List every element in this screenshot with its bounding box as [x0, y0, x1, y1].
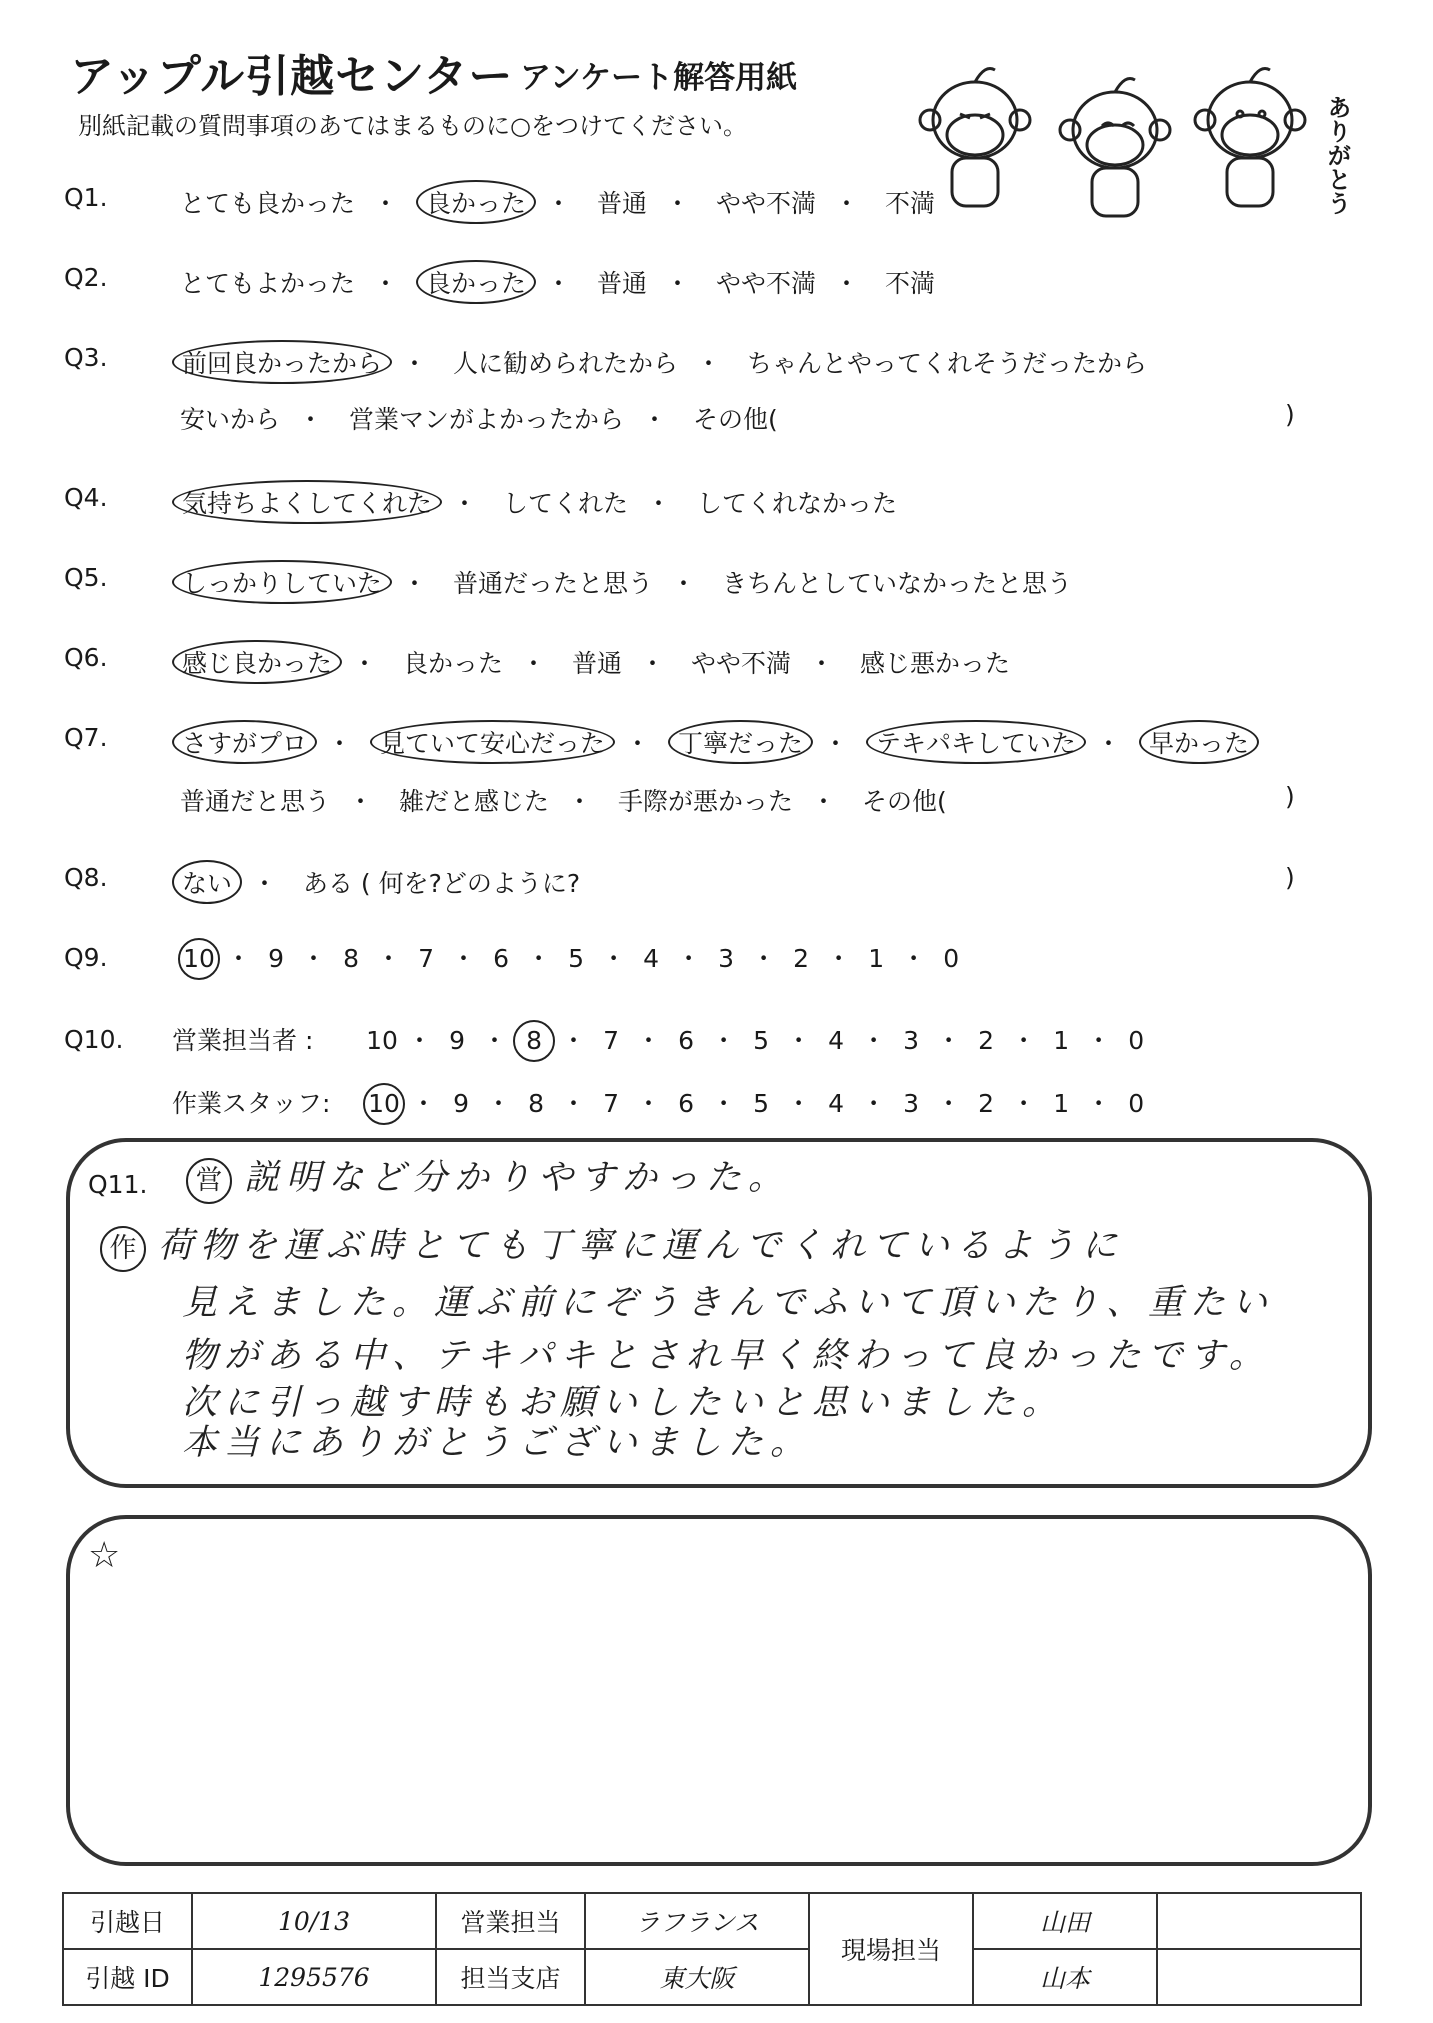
q8-label: Q8. [64, 863, 108, 892]
q3-options-row2: 安いから ・ 営業マンがよかったから ・ その他( [172, 398, 786, 438]
q6-option[interactable]: 普通 [571, 649, 622, 678]
site-rep-value-1: 山田 [973, 1893, 1157, 1949]
q2-label: Q2. [64, 263, 108, 292]
q1-option[interactable]: やや不満 [715, 189, 816, 218]
q1-option[interactable]: 不満 [884, 189, 935, 218]
work-mark: 作 [100, 1226, 146, 1272]
q3-option-selected[interactable]: 前回良かったから [172, 340, 392, 384]
q10-sales-label: 営業担当者 : [172, 1026, 314, 1055]
q5-option[interactable]: 普通だったと思う [452, 569, 653, 598]
q10-staff-score[interactable]: 3 [903, 1089, 920, 1118]
q2-option[interactable]: 普通 [596, 269, 647, 298]
q7-option-selected[interactable]: 丁寧だった [668, 720, 813, 764]
q3-option[interactable]: 営業マンがよかったから [348, 405, 624, 434]
q4-option-selected[interactable]: 気持ちよくしてくれた [172, 480, 442, 524]
star-comment-box[interactable] [66, 1515, 1372, 1866]
q4-label: Q4. [64, 483, 108, 512]
q9-score[interactable]: 2 [793, 944, 810, 973]
q7-option[interactable]: 普通だと思う [180, 787, 331, 816]
star-icon: ☆ [88, 1535, 121, 1576]
sales-rep-value: ラフランス [585, 1893, 809, 1949]
move-date-value: 10/13 [192, 1893, 436, 1949]
q3-option[interactable]: ちゃんとやってくれそうだったから [746, 349, 1147, 378]
q10-staff-score-selected[interactable]: 10 [363, 1083, 405, 1125]
q7-option[interactable]: 手際が悪かった [617, 787, 793, 816]
q6-options: 感じ良かった ・ 良かった ・ 普通 ・ やや不満 ・ 感じ悪かった [172, 640, 1018, 684]
q7-close-paren: ) [1285, 782, 1295, 811]
q5-options: しっかりしていた ・ 普通だったと思う ・ きちんとしていなかったと思う [172, 560, 1080, 604]
move-date-label: 引越日 [63, 1893, 192, 1949]
branch-value: 東大阪 [585, 1949, 809, 2005]
q4-options: 気持ちよくしてくれた ・ してくれた ・ してくれなかった [172, 480, 905, 524]
q6-label: Q6. [64, 643, 108, 672]
q10-sales-score[interactable]: 0 [1128, 1026, 1145, 1055]
branch-label: 担当支店 [436, 1949, 585, 2005]
q10-staff-score[interactable]: 7 [603, 1089, 619, 1118]
q7-option-selected[interactable]: テキパキしていた [866, 720, 1086, 764]
q3-option[interactable]: 安いから [180, 405, 281, 434]
q9-label: Q9. [64, 943, 108, 972]
q6-option[interactable]: 良かった [402, 649, 503, 678]
q5-label: Q5. [64, 563, 108, 592]
q10-sales-score[interactable]: 3 [903, 1026, 920, 1055]
q8-option[interactable]: ある ( 何を?どのように? [302, 869, 581, 898]
q8-option-selected[interactable]: ない [172, 860, 242, 904]
monkey-mascots-illustration [890, 50, 1360, 230]
q2-option[interactable]: やや不満 [715, 269, 816, 298]
q7-option-selected[interactable]: さすがプロ [172, 720, 317, 764]
sales-rep-label: 営業担当 [436, 1893, 585, 1949]
q1-label: Q1. [64, 183, 108, 212]
q10-sales-scale: 営業担当者 : 10 ・ 9 ・ 8 ・ 7 ・ 6 ・ 5 ・ 4 ・ 3 ・ 2 ・ 1 ・ 0 [172, 1020, 1161, 1062]
q10-staff-label: 作業スタッフ: [172, 1089, 331, 1118]
q9-score-selected[interactable]: 10 [178, 938, 220, 980]
q10-staff-score[interactable]: 4 [828, 1089, 845, 1118]
q10-staff-scale: 作業スタッフ: 10 ・ 9 ・ 8 ・ 7 ・ 6 ・ 5 ・ 4 ・ 3 ・ 2 ・ 1 ・ 0 [172, 1083, 1161, 1125]
form-title: アンケート解答用紙 [520, 60, 798, 96]
q6-option[interactable]: 感じ悪かった [859, 649, 1010, 678]
site-rep-value-2: 山本 [973, 1949, 1157, 2005]
q10-label: Q10. [64, 1025, 124, 1054]
mascot-3 [1195, 69, 1305, 207]
q9-scale: 10 ・ 9 ・ 8 ・ 7 ・ 6 ・ 5 ・ 4 ・ 3 ・ 2 ・ 1 ・ 0 [172, 938, 976, 980]
q7-options-row2: 普通だと思う ・ 雑だと感じた ・ 手際が悪かった ・ その他( [172, 780, 955, 820]
q9-score[interactable]: 9 [268, 944, 284, 973]
q4-option[interactable]: してくれなかった [696, 489, 897, 518]
q10-sales-score[interactable]: 1 [1053, 1026, 1070, 1055]
q2-option[interactable]: 不満 [884, 269, 935, 298]
q10-sales-score[interactable]: 6 [678, 1026, 695, 1055]
comment-line-2 [100, 1218, 1124, 1272]
q7-option-selected[interactable]: 見ていて安心だった [370, 720, 615, 764]
q2-options: とてもよかった ・ 良かった ・ 普通 ・ やや不満 ・ 不満 [172, 260, 943, 304]
q10-sales-score[interactable]: 7 [603, 1026, 619, 1055]
q10-staff-score[interactable]: 0 [1128, 1089, 1145, 1118]
q2-option-selected[interactable]: 良かった [416, 260, 536, 304]
q10-staff-score[interactable]: 5 [753, 1089, 770, 1118]
company-title: アップル引越センター [70, 51, 514, 102]
q10-sales-score[interactable]: 2 [978, 1026, 995, 1055]
q10-sales-score[interactable]: 4 [828, 1026, 845, 1055]
thanks-vertical-text: ありがとう [1323, 95, 1351, 215]
q6-option[interactable]: やや不満 [690, 649, 791, 678]
q2-option[interactable]: とてもよかった [180, 269, 356, 298]
comment-line-1 [186, 1150, 790, 1204]
q1-option-selected[interactable]: 良かった [416, 180, 536, 224]
comment-text: 説明など分かりやすかった。 [244, 1158, 791, 1198]
q3-option-other[interactable]: その他( [692, 405, 778, 434]
comment-line-4: 物がある中、テキパキとされ早く終わって良かったです。 [182, 1336, 1271, 1376]
q9-score[interactable]: 0 [943, 944, 960, 973]
mascot-2 [1060, 79, 1170, 217]
q3-options: 前回良かったから ・ 人に勧められたから ・ ちゃんとやってくれそうだったから [172, 340, 1155, 384]
q7-option[interactable]: 雑だと感じた [398, 787, 549, 816]
q3-option[interactable]: 人に勧められたから [452, 349, 678, 378]
q3-close-paren: ) [1285, 400, 1295, 429]
q10-sales-score[interactable]: 9 [449, 1026, 465, 1055]
move-id-value: 1295576 [192, 1949, 436, 2005]
q3-label: Q3. [64, 343, 108, 372]
comment-line-5: 次に引っ越す時もお願いしたいと思いました。 [182, 1383, 1065, 1423]
q10-staff-score[interactable]: 9 [453, 1089, 469, 1118]
q7-option-other[interactable]: その他( [861, 787, 947, 816]
q10-sales-score-selected[interactable]: 8 [513, 1020, 555, 1062]
q5-option-selected[interactable]: しっかりしていた [172, 560, 392, 604]
q9-score[interactable]: 7 [418, 944, 434, 973]
site-rep-label: 現場担当 [809, 1893, 973, 2005]
q10-sales-score[interactable]: 5 [753, 1026, 770, 1055]
q9-score[interactable]: 6 [493, 944, 510, 973]
instruction-text: 別紙記載の質問事項のあてはまるものに○をつけてください。 [78, 112, 747, 140]
extra-cell [1157, 1949, 1361, 2005]
q1-option[interactable]: 普通 [596, 189, 647, 218]
q9-score[interactable]: 3 [718, 944, 735, 973]
q10-sales-score[interactable]: 10 [366, 1026, 398, 1055]
q1-options: とても良かった ・ 良かった ・ 普通 ・ やや不満 ・ 不満 [172, 180, 943, 224]
q9-score[interactable]: 4 [643, 944, 660, 973]
comment-line-3: 見えました。運ぶ前にぞうきんでふいて頂いたり、重たい [182, 1283, 1275, 1323]
q6-option-selected[interactable]: 感じ良かった [172, 640, 342, 684]
q8-close-paren: ) [1285, 863, 1295, 892]
footer-info-table [62, 1892, 1362, 2006]
extra-cell [1157, 1893, 1361, 1949]
q9-score[interactable]: 8 [343, 944, 359, 973]
q4-option[interactable]: してくれた [502, 489, 628, 518]
q8-options: ない ・ ある ( 何を?どのように? [172, 860, 588, 904]
move-id-label: 引越 ID [63, 1949, 192, 2005]
q10-staff-score[interactable]: 1 [1053, 1089, 1070, 1118]
q10-staff-score[interactable]: 2 [978, 1089, 995, 1118]
q11-label: Q11. [88, 1170, 148, 1199]
q10-staff-score[interactable]: 8 [528, 1089, 544, 1118]
comment-text: 荷物を運ぶ時とても丁寧に運んでくれているように [158, 1226, 1125, 1266]
q7-label: Q7. [64, 723, 108, 752]
q10-staff-score[interactable]: 6 [678, 1089, 695, 1118]
q9-score[interactable]: 1 [868, 944, 885, 973]
q9-score[interactable]: 5 [568, 944, 585, 973]
sales-mark: 営 [186, 1158, 232, 1204]
q7-options: さすがプロ ・ 見ていて安心だった ・ 丁寧だった ・ テキパキしていた ・ 早かった [172, 720, 1259, 764]
q7-option-selected[interactable]: 早かった [1139, 720, 1259, 764]
comment-line-6: 本当にありがとうございました。 [182, 1423, 813, 1463]
q1-option[interactable]: とても良かった [180, 189, 356, 218]
q5-option[interactable]: きちんとしていなかったと思う [721, 569, 1072, 598]
